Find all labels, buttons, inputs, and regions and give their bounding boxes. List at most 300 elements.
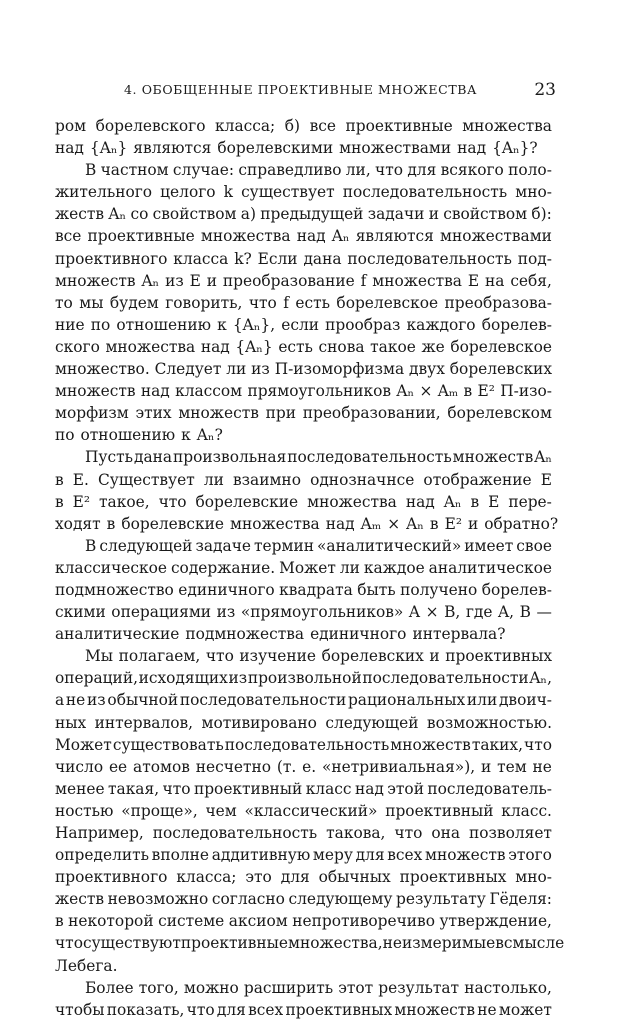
word: последовательность — [287, 448, 452, 467]
word: определить — [55, 846, 149, 865]
word: Aₘ — [437, 382, 459, 401]
word: Aₙ — [443, 492, 462, 511]
text-line — [55, 358, 552, 380]
word: можно — [183, 978, 239, 997]
text-line — [55, 866, 552, 888]
word: единичного — [310, 625, 407, 644]
word: обычных — [318, 868, 391, 887]
word: множества, — [288, 934, 383, 953]
word: мно- — [515, 183, 552, 202]
word: мы — [79, 293, 104, 312]
text-line — [55, 181, 552, 203]
word: всех — [248, 1000, 284, 1019]
word: таких, — [471, 735, 523, 754]
text-line — [55, 667, 552, 689]
text-line — [55, 491, 552, 513]
word: по — [55, 426, 75, 445]
word: вполне — [151, 846, 210, 865]
word: расширить — [243, 978, 334, 997]
word: ходят — [55, 514, 101, 533]
word: ее — [108, 757, 128, 776]
word: {Aₙ} — [235, 337, 273, 356]
word: целого — [160, 183, 216, 202]
word: множеств — [394, 1000, 475, 1019]
word: себя, — [510, 271, 552, 290]
word: что — [162, 779, 191, 798]
word: обычной — [107, 691, 179, 710]
word: справедливо — [238, 161, 342, 180]
word: этих — [135, 404, 172, 423]
word: свойством — [152, 205, 237, 224]
word: задаче — [195, 536, 251, 555]
word: ние — [55, 315, 85, 334]
word: двух — [409, 360, 445, 379]
word: менее — [55, 779, 105, 798]
word: над — [55, 139, 84, 158]
word: последовательности — [362, 669, 529, 688]
word: множеств — [452, 448, 534, 467]
word: «классический» — [244, 801, 378, 820]
word: (т. — [276, 757, 297, 776]
word: {Aₙ}, — [232, 315, 276, 334]
word: множества — [462, 117, 552, 135]
word: пере- — [508, 492, 552, 511]
word: возможностью. — [426, 713, 552, 732]
word: следующей — [99, 536, 193, 555]
word: отношению — [116, 315, 212, 334]
word: в — [470, 492, 480, 511]
word: из — [165, 271, 184, 290]
word: не — [382, 934, 403, 953]
word: на — [485, 271, 505, 290]
word: то — [55, 293, 73, 312]
body-text — [55, 115, 565, 1021]
word: множества — [307, 492, 397, 511]
word: под- — [517, 249, 552, 268]
word: она — [431, 824, 461, 842]
word: ского — [55, 337, 100, 356]
word: проективных — [399, 868, 507, 887]
word: где — [465, 603, 493, 622]
text-line — [55, 292, 552, 314]
word: последовательности — [179, 691, 347, 710]
word: отображение — [423, 470, 532, 489]
word: из — [251, 360, 270, 379]
text-line — [55, 689, 552, 711]
text-line — [55, 778, 552, 800]
word: борелевских — [321, 647, 424, 666]
word: снова — [318, 337, 365, 356]
text-line — [55, 314, 552, 336]
word: проективного — [55, 868, 168, 887]
word: свойством — [443, 205, 528, 224]
word: множеств — [390, 735, 471, 754]
word: множеств — [55, 382, 136, 401]
word: преобразование — [222, 271, 355, 290]
text-line — [55, 977, 552, 999]
text-line — [55, 623, 552, 645]
word: к — [217, 315, 227, 334]
word: B — [519, 603, 531, 622]
word: изучение — [239, 647, 317, 666]
word: быть — [357, 580, 396, 599]
word: скими — [55, 603, 106, 622]
word: «аналитический» — [316, 536, 462, 555]
text-line — [55, 999, 552, 1021]
running-title: 4. ОБОБЩЕННЫЕ ПРОЕКТИВНЫЕ МНОЖЕСТВА — [124, 82, 478, 97]
word: проективные — [87, 227, 195, 246]
word: поло- — [508, 161, 552, 180]
word: отношению — [80, 426, 176, 445]
word: k — [223, 183, 233, 202]
word: × — [419, 382, 433, 401]
word: множества — [372, 271, 462, 290]
word: Aₙ — [331, 227, 350, 246]
word: множеств — [178, 404, 259, 423]
word: f — [283, 293, 289, 312]
word: утверждение, — [439, 912, 552, 931]
text-line — [55, 645, 552, 667]
word: частном — [100, 161, 169, 180]
word: Может — [55, 735, 112, 754]
word: из — [216, 603, 236, 622]
word: Лебега. — [55, 956, 118, 975]
word: если — [281, 315, 319, 334]
word: тем — [497, 757, 527, 776]
word: что — [375, 161, 403, 180]
word: такая, — [108, 779, 160, 798]
text-line — [55, 159, 552, 181]
text-line — [55, 424, 552, 446]
word: Aₙ — [534, 448, 552, 467]
word: Может — [279, 558, 336, 577]
text-line — [55, 800, 552, 822]
word: что — [55, 934, 83, 953]
word: являются — [133, 139, 212, 158]
text-line — [55, 844, 552, 866]
word: борелевские — [121, 514, 224, 533]
text-line — [55, 469, 552, 491]
word: содержание. — [170, 558, 276, 577]
word: аддитивную — [211, 846, 311, 865]
word: задачи — [367, 205, 425, 224]
text-line — [55, 734, 552, 756]
word: {Aₙ}? — [492, 139, 538, 158]
word: Мы — [85, 647, 114, 666]
word: множеств — [424, 846, 506, 865]
word: а — [55, 691, 65, 710]
word: класса; — [176, 868, 237, 887]
word: борелев- — [481, 580, 552, 599]
word: существует — [241, 183, 335, 202]
word: дана — [303, 249, 342, 268]
word: Aₙ — [406, 514, 424, 533]
word: × — [425, 603, 439, 622]
word: и — [429, 647, 440, 666]
word: чем — [205, 801, 237, 820]
word: проективные — [180, 934, 288, 953]
word: E — [189, 271, 201, 290]
word: что — [394, 824, 423, 842]
text-line — [55, 137, 552, 159]
word: при — [265, 404, 296, 423]
word: В — [85, 536, 97, 555]
word: Aₘ — [360, 514, 382, 533]
text-line — [55, 557, 552, 579]
text-line — [55, 955, 552, 977]
word: борелев- — [481, 315, 552, 334]
text-line — [55, 712, 552, 734]
word: E — [467, 271, 480, 290]
word: E² — [72, 492, 91, 511]
word: каждое — [363, 558, 425, 577]
word: е. — [302, 757, 317, 776]
word: в — [429, 514, 439, 533]
word: не — [65, 691, 86, 710]
word: или — [466, 691, 498, 710]
word: может — [498, 1000, 552, 1019]
word: согласно — [211, 890, 285, 909]
word: этой — [387, 779, 424, 798]
word: В — [85, 161, 97, 180]
word: этого — [508, 846, 552, 865]
word: же — [421, 337, 445, 356]
word: атомов — [133, 757, 190, 776]
word: подмножество — [55, 580, 174, 599]
word: борелевское — [336, 293, 439, 312]
text-line — [55, 248, 552, 270]
word: проективные — [345, 117, 453, 135]
word: над — [200, 337, 230, 356]
word: Более — [85, 978, 134, 997]
word: из — [87, 691, 106, 710]
page-number: 23 — [534, 80, 556, 100]
word: интервалов, — [94, 713, 194, 732]
word: меру — [312, 846, 353, 865]
word: всех — [387, 846, 423, 865]
word: Aₙ — [108, 205, 127, 224]
text-line — [55, 822, 552, 844]
word: E² — [444, 514, 462, 533]
word: единичного — [178, 580, 275, 599]
word: существуют — [82, 934, 181, 953]
word: множества — [105, 337, 196, 356]
word: {Aₙ} — [89, 139, 128, 158]
word: преобразова- — [444, 293, 552, 312]
word: жеств — [55, 205, 105, 224]
word: Если — [257, 249, 298, 268]
word: и — [467, 514, 479, 533]
word: аналитическое — [428, 558, 552, 577]
word: «проще», — [121, 801, 198, 820]
word: случае: — [172, 161, 235, 180]
word: E — [488, 492, 500, 511]
word: борелевского — [95, 117, 206, 135]
word: имеет — [464, 536, 514, 555]
word: для — [280, 868, 310, 887]
word: подмножества — [185, 625, 305, 644]
word: и — [480, 757, 492, 776]
word: борелевские — [195, 492, 299, 511]
word: проективных — [445, 647, 552, 666]
word: позволяет — [468, 824, 552, 842]
word: и — [428, 205, 439, 224]
word: существовать — [112, 735, 224, 754]
text-line — [55, 336, 552, 358]
word: все — [309, 117, 336, 135]
word: ли — [226, 360, 247, 379]
word: квадрата — [279, 580, 353, 599]
word: морфизм — [55, 404, 129, 423]
word: смысле — [503, 934, 565, 953]
word: этот — [338, 978, 374, 997]
text-line — [55, 270, 552, 292]
word: последовательность — [347, 249, 512, 268]
word: предыдущей — [260, 205, 364, 224]
word: термин — [254, 536, 314, 555]
word: последовательность — [342, 183, 508, 202]
word: однозначнсе — [310, 470, 415, 489]
word: что — [205, 647, 234, 666]
word: произвольной — [247, 669, 362, 688]
word: интервала? — [412, 625, 506, 644]
word: всякого — [440, 161, 504, 180]
word: мно- — [515, 868, 552, 887]
word: классом — [175, 382, 243, 401]
word: свое — [516, 536, 552, 555]
word: проективных — [285, 1000, 393, 1019]
word: исходящих — [138, 669, 228, 688]
word: «нетривиальная»), — [322, 757, 476, 776]
word: E — [540, 470, 552, 489]
word: по — [90, 315, 111, 334]
word: множества — [200, 227, 291, 246]
word: для — [216, 1000, 246, 1019]
text-line — [55, 579, 552, 601]
text-line — [55, 910, 552, 932]
word: б) — [284, 117, 301, 135]
word: не — [532, 757, 552, 776]
word: что — [248, 293, 277, 312]
word: над — [140, 382, 170, 401]
word: мотивировано — [201, 713, 317, 732]
word: Следует — [154, 360, 222, 379]
word: полагаем, — [118, 647, 201, 666]
word: обратно? — [484, 514, 559, 533]
word: будем — [109, 293, 159, 312]
word: Существует — [98, 470, 195, 489]
word: следующему — [288, 890, 393, 909]
word: ли — [339, 558, 360, 577]
word: того, — [138, 978, 179, 997]
word: Aₙ? — [196, 426, 223, 445]
word: над — [405, 492, 435, 511]
word: Aₙ — [396, 382, 415, 401]
word: проективного — [55, 249, 168, 268]
word: что — [524, 735, 552, 754]
word: над — [296, 227, 326, 246]
word: в — [55, 912, 64, 931]
word: результат — [378, 978, 460, 997]
word: показать, — [106, 1000, 185, 1019]
word: Например, — [55, 824, 144, 842]
word: несчетно — [195, 757, 272, 776]
word: Пусть — [85, 448, 133, 467]
word: для — [355, 846, 385, 865]
word: последовательность — [152, 824, 318, 842]
word: такое — [370, 337, 416, 356]
text-line — [55, 535, 552, 557]
word: Aₙ — [141, 271, 160, 290]
word: аксиом — [228, 912, 288, 931]
word: б): — [531, 205, 552, 224]
word: двоич- — [498, 691, 552, 710]
word: операциями — [111, 603, 212, 622]
word: есть — [278, 337, 313, 356]
word: это — [245, 868, 272, 887]
word: прообраз — [325, 315, 401, 334]
word: прямоугольников — [247, 382, 392, 401]
word: ных — [55, 713, 87, 732]
word: произвольная — [173, 448, 287, 467]
word: в — [55, 492, 64, 511]
word: число — [55, 757, 104, 776]
word: не — [477, 1000, 497, 1019]
text-line — [55, 203, 552, 225]
word: измеримые — [402, 934, 496, 953]
word: и — [206, 271, 218, 290]
word: каждого — [406, 315, 476, 334]
word: являются — [355, 227, 434, 246]
word: некоторой — [68, 912, 154, 931]
word: результату — [396, 890, 486, 909]
word: — — [536, 603, 552, 622]
word: в — [495, 934, 504, 953]
word: для — [407, 161, 437, 180]
word: рациональных — [347, 691, 466, 710]
word: множествами — [339, 139, 452, 158]
text-line — [55, 513, 559, 535]
word: борелевских — [449, 360, 552, 379]
word: непротиворечиво — [292, 912, 435, 931]
word: все — [55, 227, 82, 246]
text-line — [55, 402, 552, 424]
word: что — [186, 1000, 215, 1019]
word: борелевском — [447, 404, 552, 423]
word: дана — [133, 448, 173, 467]
page-header — [40, 80, 556, 102]
word: проективный — [385, 801, 494, 820]
word: настолько, — [464, 978, 552, 997]
word: k? — [234, 249, 252, 268]
word: есть — [295, 293, 330, 312]
word: такое, — [99, 492, 150, 511]
word: аналитические — [55, 625, 180, 644]
word: множествами — [439, 227, 552, 246]
word: B, — [444, 603, 461, 622]
word: жительного — [55, 183, 153, 202]
word: в — [106, 514, 116, 533]
word: невозможно — [107, 890, 209, 909]
word: множество. — [55, 360, 150, 379]
word: в — [463, 382, 473, 401]
text-line — [55, 601, 552, 623]
word: что — [158, 492, 187, 511]
word: ли, — [345, 161, 371, 180]
word: проективный — [193, 779, 303, 798]
word: класса — [173, 249, 229, 268]
word: A, — [498, 603, 515, 622]
